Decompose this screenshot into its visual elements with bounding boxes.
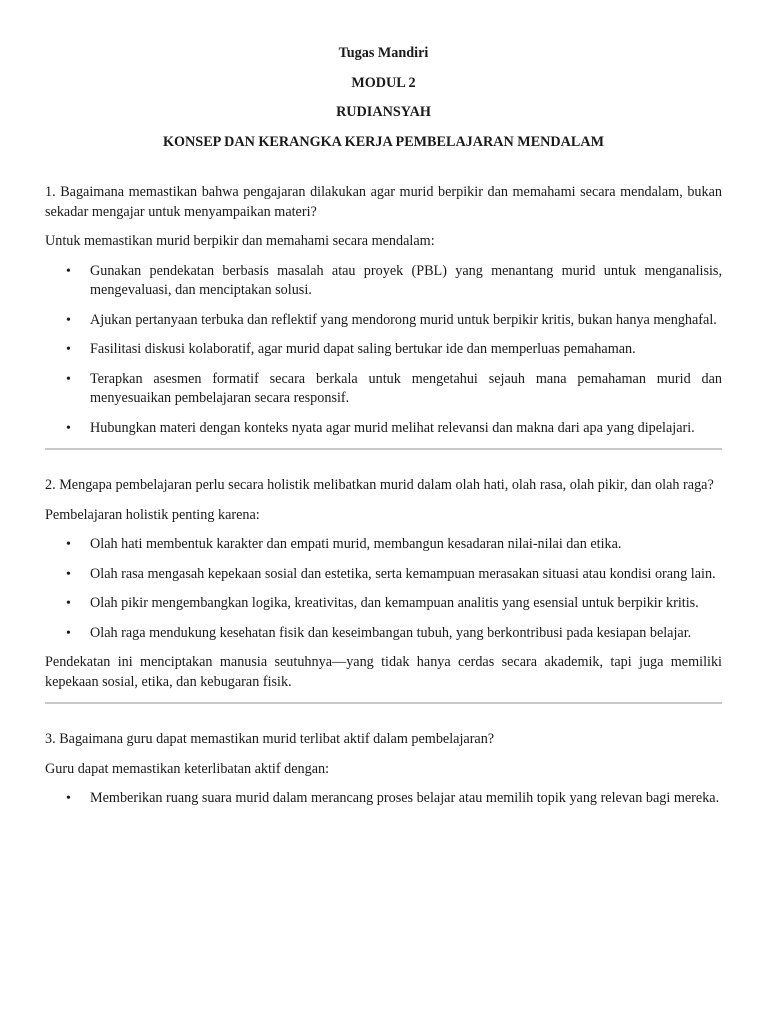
list-item [66, 311, 722, 331]
list-item [66, 535, 722, 555]
author-name: RUDIANSYAH [336, 104, 431, 120]
list-item-text: Memberikan ruang suara murid dalam merancang proses belajar atau memilih topik yang relevan bagi mereka. [90, 790, 720, 806]
list-item-text: Hubungkan materi dengan konteks nyata agar murid melihat relevansi dan makna dari apa yang dipelajari. [90, 419, 695, 436]
list-item-text: Olah raga mendukung kesehatan fisik dan keseimbangan tubuh, yang berkontribusi pada kesiapan belajar. [90, 624, 692, 641]
list-item-text: Fasilitasi diskusi kolaboratif, agar murid dapat saling bertukar ide dan memperluas pemahaman. [90, 341, 636, 357]
bullet-icon: • [66, 312, 71, 328]
bullet-icon: • [66, 791, 71, 806]
section-spacer [45, 704, 722, 730]
list-item [66, 594, 722, 614]
bullet-icon: • [66, 596, 71, 611]
list-item [66, 789, 722, 809]
bullet-icon: • [66, 537, 71, 552]
section-1 [45, 183, 722, 438]
question-1: 1. Bagaimana memastikan bahwa pengajaran dilakukan agar murid berpikir dan memahami secara mendalam, bukan sekadar mengajar untuk menyampaikan materi? [45, 184, 722, 220]
module-label: MODUL 2 [351, 74, 416, 91]
answer-3-list [45, 789, 722, 809]
section-3 [45, 730, 722, 809]
list-item-text: Olah pikir mengembangkan logika, kreativitas, dan kemampuan analitis yang esensial untuk berpikir kritis. [90, 595, 699, 611]
question-2: 2. Mengapa pembelajaran perlu secara holistik melibatkan murid dalam olah hati, olah rasa, olah pikir, dan olah raga? [45, 477, 714, 493]
bullet-icon: • [66, 263, 71, 279]
bullet-icon: • [66, 371, 71, 387]
list-item [66, 262, 722, 301]
section-2 [45, 476, 722, 692]
section-spacer [45, 450, 722, 476]
list-item-text: Olah hati membentuk karakter dan empati murid, membangun kesadaran nilai-nilai dan etika. [90, 536, 622, 552]
answer-2-closing: Pendekatan ini menciptakan manusia seutuhnya—yang tidak hanya cerdas secara akademik, tapi juga memiliki kepekaan sosial, etika, dan kebugaran fisik. [45, 654, 722, 690]
list-item-text: Terapkan asesmen formatif secara berkala untuk mengetahui sejauh mana pemahaman murid dan menyesuaikan pembelajaran secara responsif. [90, 370, 722, 406]
list-item [66, 565, 722, 585]
assignment-title: Tugas Mandiri [338, 45, 429, 61]
bullet-icon: • [66, 420, 71, 436]
list-item-text: Gunakan pendekatan berbasis masalah atau proyek (PBL) yang menantang murid untuk menganalisis, mengevaluasi, dan menciptakan solusi. [90, 262, 722, 298]
answer-1-lead: Untuk memastikan murid berpikir dan memahami secara mendalam: [45, 233, 435, 249]
answer-2-lead: Pembelajaran holistik penting karena: [45, 506, 260, 523]
list-item [66, 370, 722, 409]
document-topic: KONSEP DAN KERANGKA KERJA PEMBELAJARAN MENDALAM [162, 133, 605, 150]
bullet-icon: • [66, 566, 71, 582]
bullet-icon: • [66, 342, 71, 357]
answer-2-list [45, 535, 722, 643]
list-item [66, 419, 722, 439]
answer-3-lead: Guru dapat memastikan keterlibatan aktif dengan: [45, 760, 330, 777]
list-item-text: Olah rasa mengasah kepekaan sosial dan estetika, serta kemampuan merasakan situasi atau kondisi orang lain. [90, 565, 716, 582]
list-item [66, 624, 722, 644]
answer-1-list [45, 262, 722, 439]
list-item-text: Ajukan pertanyaan terbuka dan reflektif yang mendorong murid untuk berpikir kritis, bukan hanya menghafal. [90, 311, 717, 328]
bullet-icon: • [66, 625, 71, 641]
question-3: 3. Bagaimana guru dapat memastikan murid terlibat aktif dalam pembelajaran? [45, 731, 495, 747]
header-spacer [45, 152, 722, 183]
list-item [66, 340, 722, 360]
